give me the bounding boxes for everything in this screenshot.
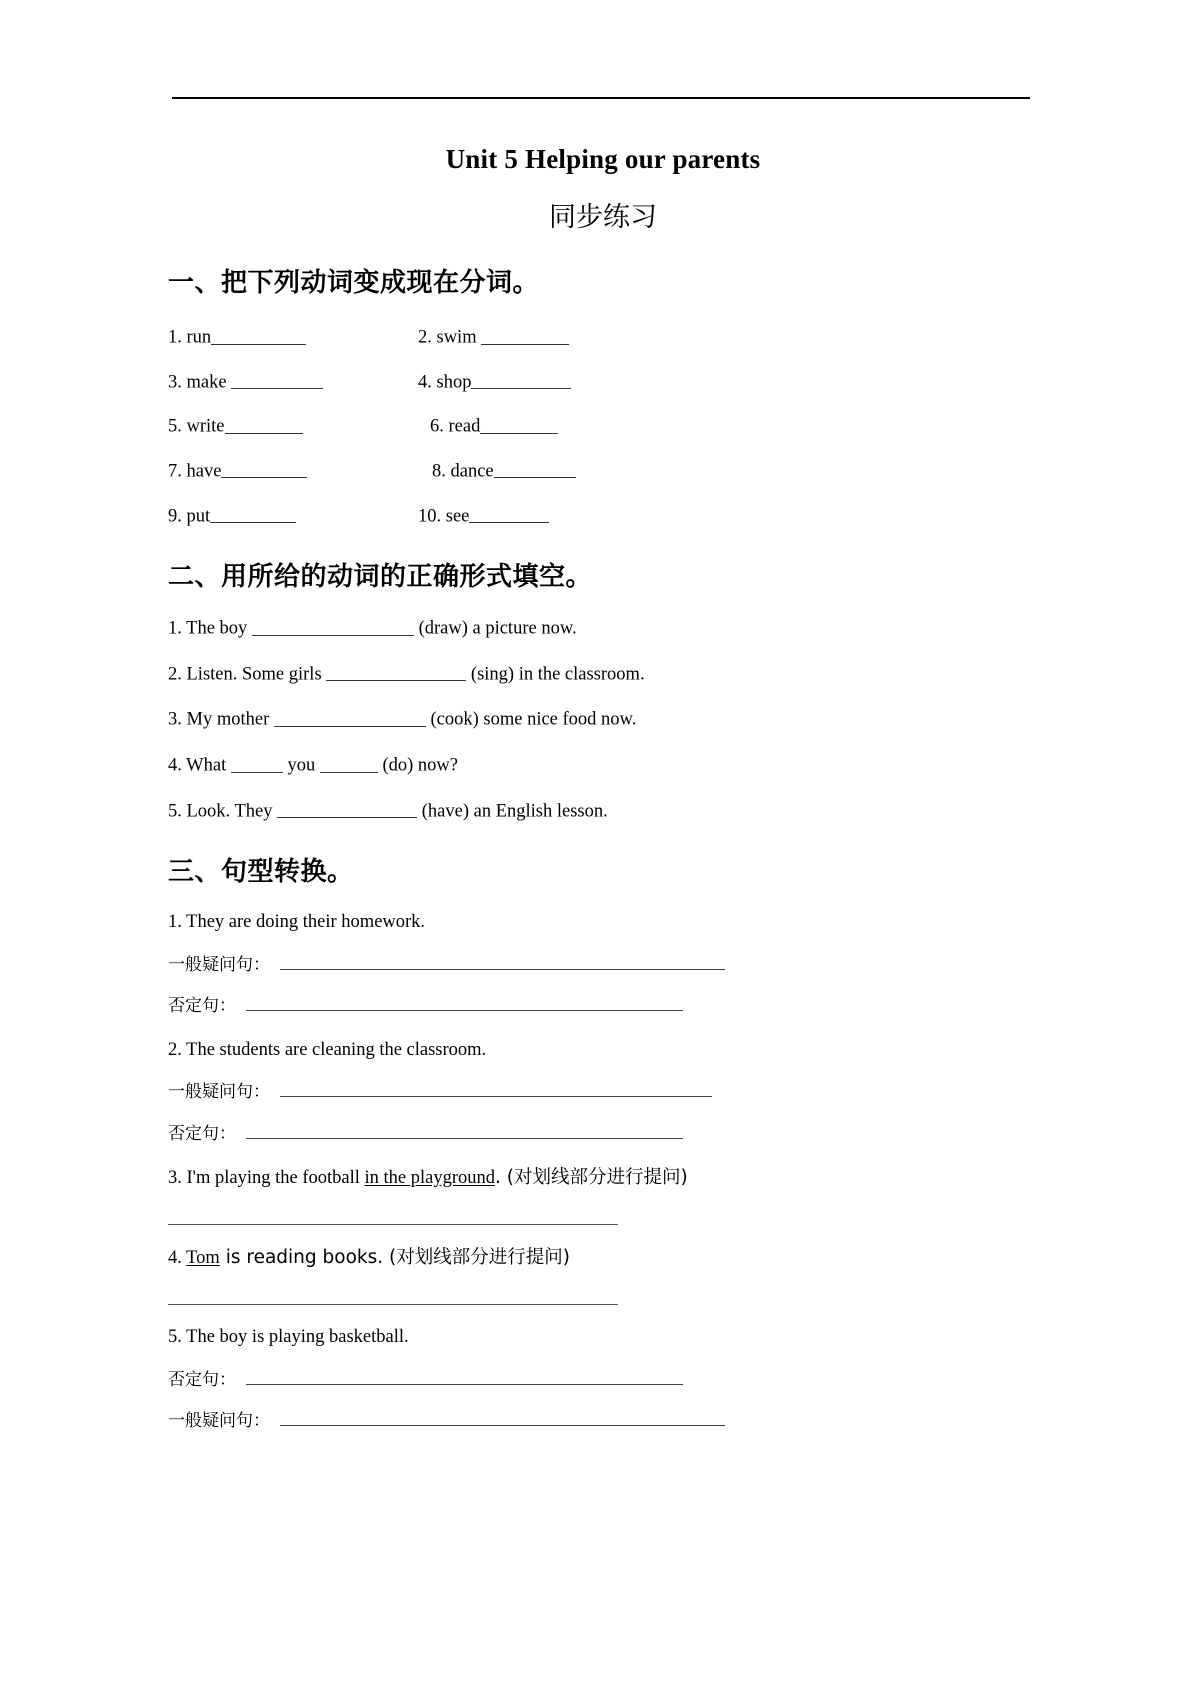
answer-blank[interactable] xyxy=(210,504,296,524)
exercise-item-9 xyxy=(168,504,418,529)
transform-item-5 xyxy=(168,1305,1038,1349)
item-number: 10. xyxy=(418,506,442,526)
exercise-row xyxy=(168,439,1038,484)
answer-line xyxy=(168,1062,1038,1104)
transform-item-4 xyxy=(168,1225,1038,1270)
answer-label: 否定句： xyxy=(168,1123,236,1144)
fill-blank-item-1 xyxy=(168,599,1038,641)
document-content xyxy=(168,130,1038,1432)
section-heading-2: 二、用所给的动词的正确形式填空。 xyxy=(168,562,593,593)
answer-line xyxy=(168,1349,1038,1391)
item-number: 2. xyxy=(168,1039,182,1060)
underlined-phrase: Tom xyxy=(186,1248,220,1268)
exercise-item-10 xyxy=(418,504,549,529)
answer-blank[interactable] xyxy=(481,325,569,345)
item-number: 3. xyxy=(168,1167,182,1188)
answer-line xyxy=(168,1190,1038,1225)
underlined-phrase: in the playground xyxy=(364,1167,496,1188)
answer-blank[interactable] xyxy=(480,414,558,434)
answer-line xyxy=(168,1103,1038,1145)
answer-blank[interactable] xyxy=(231,753,283,773)
answer-line xyxy=(168,976,1038,1018)
sentence-text: The boy is playing basketball. xyxy=(186,1327,409,1348)
transform-item-1 xyxy=(168,894,1038,934)
item-word: read xyxy=(448,416,481,437)
item-word: make xyxy=(186,372,227,393)
page-subtitle: 同步练习 xyxy=(549,202,657,233)
answer-blank[interactable] xyxy=(320,753,378,773)
answer-blank[interactable] xyxy=(274,707,426,727)
item-word: put xyxy=(186,506,211,526)
transform-item-2 xyxy=(168,1018,1038,1062)
sentence-pre: I'm playing the football xyxy=(186,1167,365,1188)
item-number: 3. xyxy=(168,372,182,393)
item-number: 4. xyxy=(168,1248,182,1268)
answer-blank[interactable] xyxy=(280,950,725,970)
answer-blank[interactable] xyxy=(225,414,303,434)
answer-blank[interactable] xyxy=(471,370,571,390)
section-heading-3: 三、句型转换。 xyxy=(168,857,354,888)
exercise-item-3 xyxy=(168,370,418,395)
item-number: 2. xyxy=(418,327,432,348)
answer-blank[interactable] xyxy=(280,1078,712,1098)
answer-blank[interactable] xyxy=(246,1119,683,1139)
answer-blank[interactable] xyxy=(231,370,323,390)
item-number: 4. xyxy=(418,372,432,393)
answer-line xyxy=(168,1270,1038,1305)
answer-line xyxy=(168,934,1038,976)
answer-blank[interactable] xyxy=(494,459,576,479)
item-number: 1. xyxy=(168,912,182,933)
fill-blank-item-3 xyxy=(168,686,1038,732)
answer-label: 否定句： xyxy=(168,996,236,1017)
fill-blank-item-2 xyxy=(168,641,1038,687)
item-word: have xyxy=(186,461,222,482)
sentence-pre: 4. What xyxy=(168,755,227,776)
answer-blank[interactable] xyxy=(326,662,466,682)
answer-label: 否定句： xyxy=(168,1369,236,1390)
answer-blank[interactable] xyxy=(469,504,549,524)
answer-blank[interactable] xyxy=(252,616,414,636)
exercise-item-1 xyxy=(168,325,418,350)
sentence-pre: 1. The boy xyxy=(168,618,248,639)
transform-item-3 xyxy=(168,1145,1038,1190)
sentence-text: The students are cleaning the classroom. xyxy=(186,1039,487,1060)
exercise-row xyxy=(168,305,1038,350)
item-number: 6. xyxy=(430,416,444,437)
answer-blank[interactable] xyxy=(280,1407,725,1427)
item-word: shop xyxy=(436,372,472,393)
sentence-post: is reading books. (对划线部分进行提问) xyxy=(219,1247,570,1268)
sentence-post: . (对划线部分进行提问) xyxy=(495,1166,688,1188)
sentence-post: (do) now? xyxy=(382,755,459,776)
item-number: 5. xyxy=(168,1327,182,1348)
exercise-item-7 xyxy=(168,459,418,484)
exercise-item-5 xyxy=(168,414,418,439)
page-title: Unit 5 Helping our parents xyxy=(445,144,761,174)
exercise-item-4 xyxy=(418,370,571,395)
sentence-pre: 3. My mother xyxy=(168,709,270,730)
fill-blank-item-4 xyxy=(168,732,1038,778)
item-word: dance xyxy=(450,461,494,482)
sentence-post: (sing) in the classroom. xyxy=(470,664,645,685)
item-number: 1. xyxy=(168,327,182,348)
exercise-row xyxy=(168,394,1038,439)
exercise-row xyxy=(168,484,1038,529)
item-word: swim xyxy=(436,327,477,348)
fill-blank-item-5 xyxy=(168,778,1038,824)
sentence-mid: you xyxy=(287,755,316,776)
item-word: see xyxy=(445,506,470,526)
item-number: 7. xyxy=(168,461,182,482)
answer-label: 一般疑问句： xyxy=(168,1082,270,1103)
exercise-item-2 xyxy=(418,325,569,350)
answer-label: 一般疑问句： xyxy=(168,954,270,975)
exercise-item-8 xyxy=(432,459,576,484)
sentence-pre: 2. Listen. Some girls xyxy=(168,664,322,685)
exercise-row xyxy=(168,350,1038,395)
header-divider xyxy=(172,97,1030,99)
sentence-post: (have) an English lesson. xyxy=(421,801,608,822)
sentence-pre: 5. Look. They xyxy=(168,801,273,822)
answer-label: 一般疑问句： xyxy=(168,1411,270,1432)
item-word: write xyxy=(186,416,225,437)
item-number: 9. xyxy=(168,506,182,526)
item-number: 5. xyxy=(168,416,182,437)
section-heading-1: 一、把下列动词变成现在分词。 xyxy=(168,268,540,298)
answer-blank[interactable] xyxy=(277,799,417,819)
sentence-post: (draw) a picture now. xyxy=(418,618,577,639)
sentence-text: They are doing their homework. xyxy=(186,912,426,933)
sentence-post: (cook) some nice food now. xyxy=(430,709,637,730)
item-number: 8. xyxy=(432,461,446,482)
item-word: run xyxy=(186,327,212,348)
answer-blank[interactable] xyxy=(246,1365,683,1385)
answer-blank[interactable] xyxy=(246,992,683,1012)
answer-blank[interactable] xyxy=(221,459,307,479)
exercise-item-6 xyxy=(430,414,558,439)
answer-line xyxy=(168,1391,1038,1433)
answer-blank[interactable] xyxy=(211,325,306,345)
